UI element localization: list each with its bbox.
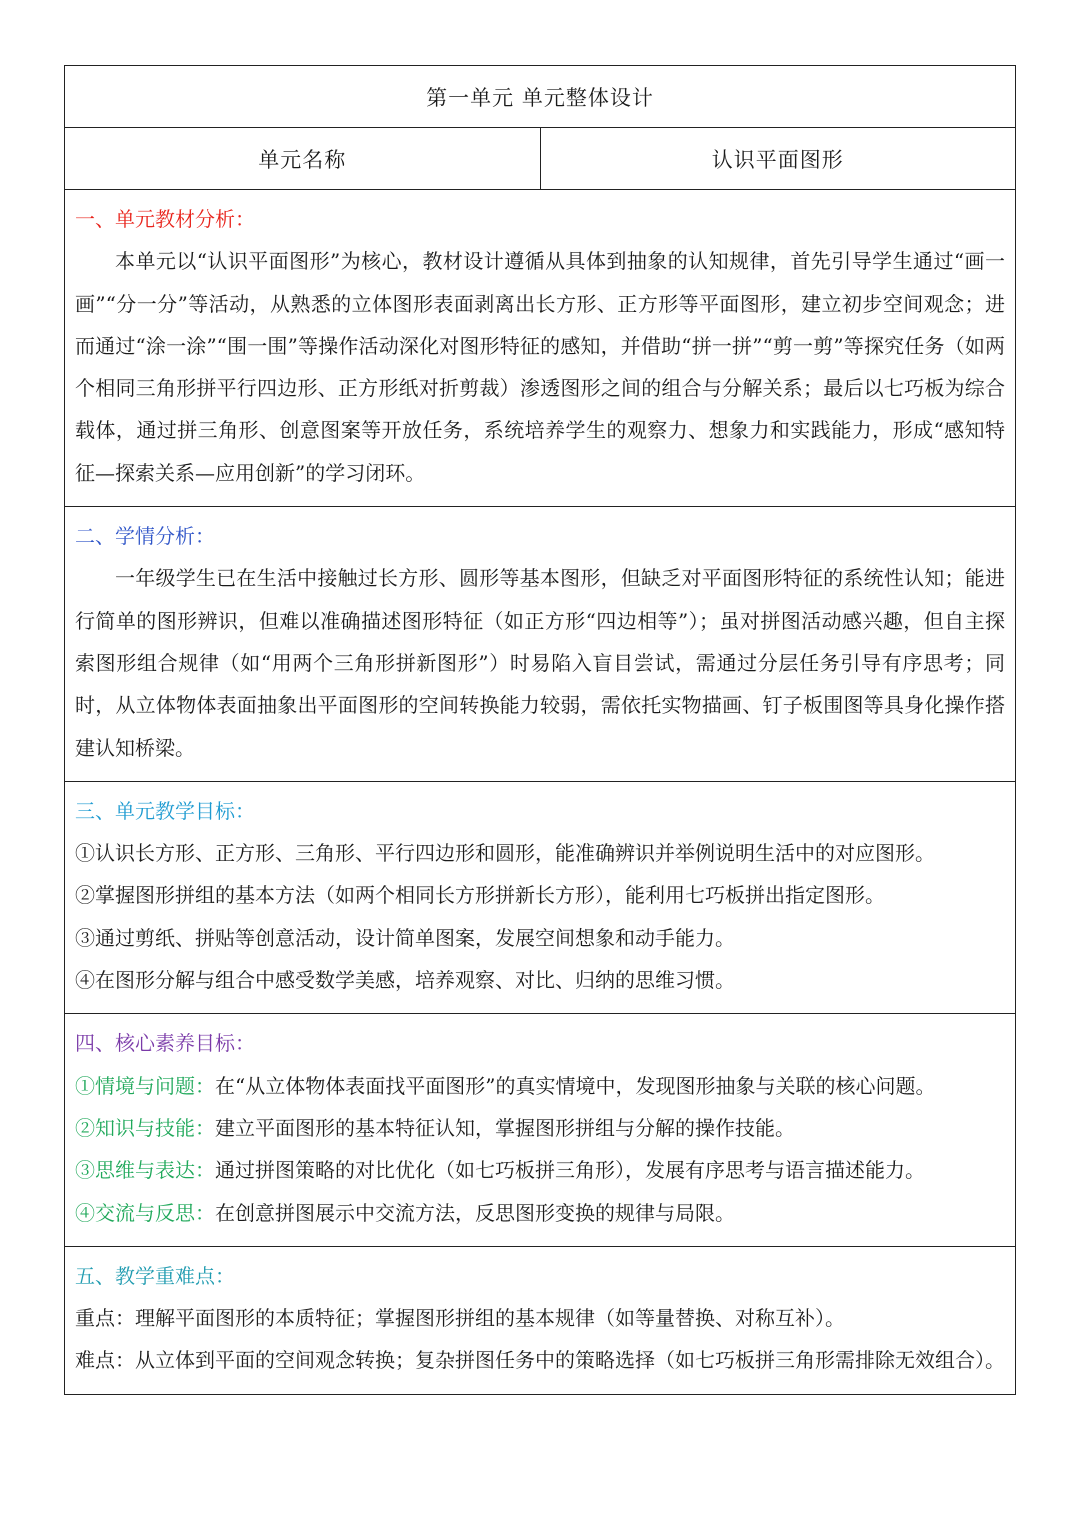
literacy-text: 通过拼图策略的对比优化（如七巧板拼三角形），发展有序思考与语言描述能力。 bbox=[215, 1158, 925, 1183]
section-heading-analysis: 一、单元教材分析： bbox=[75, 207, 255, 231]
goal-item: ③通过剪纸、拼贴等创意活动，设计简单图案，发展空间想象和动手能力。 bbox=[75, 925, 735, 950]
unit-design-table bbox=[64, 65, 1016, 1395]
students-paragraph: 一年级学生已在生活中接触过长方形、圆形等基本图形，但缺乏对平面图形特征的系统性认知；能进行简单的图形辨识，但难以准确描述图形特征（如正方形“四边相等”）；虽对拼图活动感兴趣，但自主探索图形组合规律（如“用两个三角形拼新图形”）时易陷入盲目尝试，需通过分层任务引导有序思考；同时，从立体物体表面抽象出平面图形的空间转换能力较弱，需依托实物描画、钉子板围图等具身化操作搭建认知桥梁。 bbox=[75, 566, 1005, 760]
table-title: 第一单元 单元整体设计 bbox=[65, 66, 1015, 128]
goal-item: ①认识长方形、正方形、三角形、平行四边形和圆形，能准确辨识并举例说明生活中的对应图形。 bbox=[75, 841, 935, 866]
section-heading-goals: 三、单元教学目标： bbox=[75, 798, 255, 823]
literacy-item bbox=[75, 1065, 1005, 1107]
section-core-literacy bbox=[65, 1014, 1015, 1246]
key-point: 重点：理解平面图形的本质特征；掌握图形拼组的基本规律（如等量替换、对称互补）。 bbox=[75, 1306, 845, 1331]
section-key-difficult-points bbox=[65, 1247, 1015, 1394]
difficult-point: 难点：从立体到平面的空间观念转换；复杂拼图任务中的策略选择（如七巧板拼三角形需排除无效组合）。 bbox=[75, 1348, 1005, 1373]
section-teaching-goals bbox=[65, 782, 1015, 1014]
unit-name-row bbox=[65, 128, 1015, 190]
goal-item: ④在图形分解与组合中感受数学美感，培养观察、对比、归纳的思维习惯。 bbox=[75, 968, 735, 993]
literacy-item bbox=[75, 1149, 1005, 1191]
section-student-analysis bbox=[65, 507, 1015, 782]
literacy-item bbox=[75, 1192, 1005, 1234]
literacy-label: ①情境与问题： bbox=[75, 1073, 215, 1098]
literacy-item bbox=[75, 1107, 1005, 1149]
section-textbook-analysis bbox=[65, 190, 1015, 507]
literacy-label: ③思维与表达： bbox=[75, 1158, 215, 1183]
section-heading-students: 二、学情分析： bbox=[75, 524, 215, 549]
literacy-text: 在“从立体物体表面找平面图形”的真实情境中，发现图形抽象与关联的核心问题。 bbox=[215, 1073, 936, 1098]
literacy-text: 建立平面图形的基本特征认知，掌握图形拼组与分解的操作技能。 bbox=[215, 1115, 795, 1140]
section-heading-keypoints: 五、教学重难点： bbox=[75, 1263, 235, 1288]
unit-name-value: 认识平面图形 bbox=[711, 147, 844, 172]
goal-item: ②掌握图形拼组的基本方法（如两个相同长方形拼新长方形），能利用七巧板拼出指定图形。 bbox=[75, 883, 885, 908]
section-heading-literacy: 四、核心素养目标： bbox=[75, 1031, 255, 1056]
literacy-label: ②知识与技能： bbox=[75, 1115, 215, 1140]
analysis-paragraph: 本单元以“认识平面图形”为核心，教材设计遵循从具体到抽象的认知规律，首先引导学生通过“画一画”“分一分”等活动，从熟悉的立体图形表面剥离出长方形、正方形等平面图形，建立初步空间观念；进而通过“涂一涂”“围一围”等操作活动深化对图形特征的感知，并借助“拼一拼”“剪一剪”等探究任务（如两个相同三角形拼平行四边形、正方形纸对折剪裁）渗透图形之间的组合与分解关系；最后以七巧板为综合载体，通过拼三角形、创意图案等开放任务，系统培养学生的观察力、想象力和实践能力，形成“感知特征—探索关系—应用创新”的学习闭环。 bbox=[75, 249, 1005, 485]
unit-name-label: 单元名称 bbox=[65, 128, 541, 189]
literacy-text: 在创意拼图展示中交流方法，反思图形变换的规律与局限。 bbox=[215, 1200, 735, 1225]
literacy-label: ④交流与反思： bbox=[75, 1200, 215, 1225]
